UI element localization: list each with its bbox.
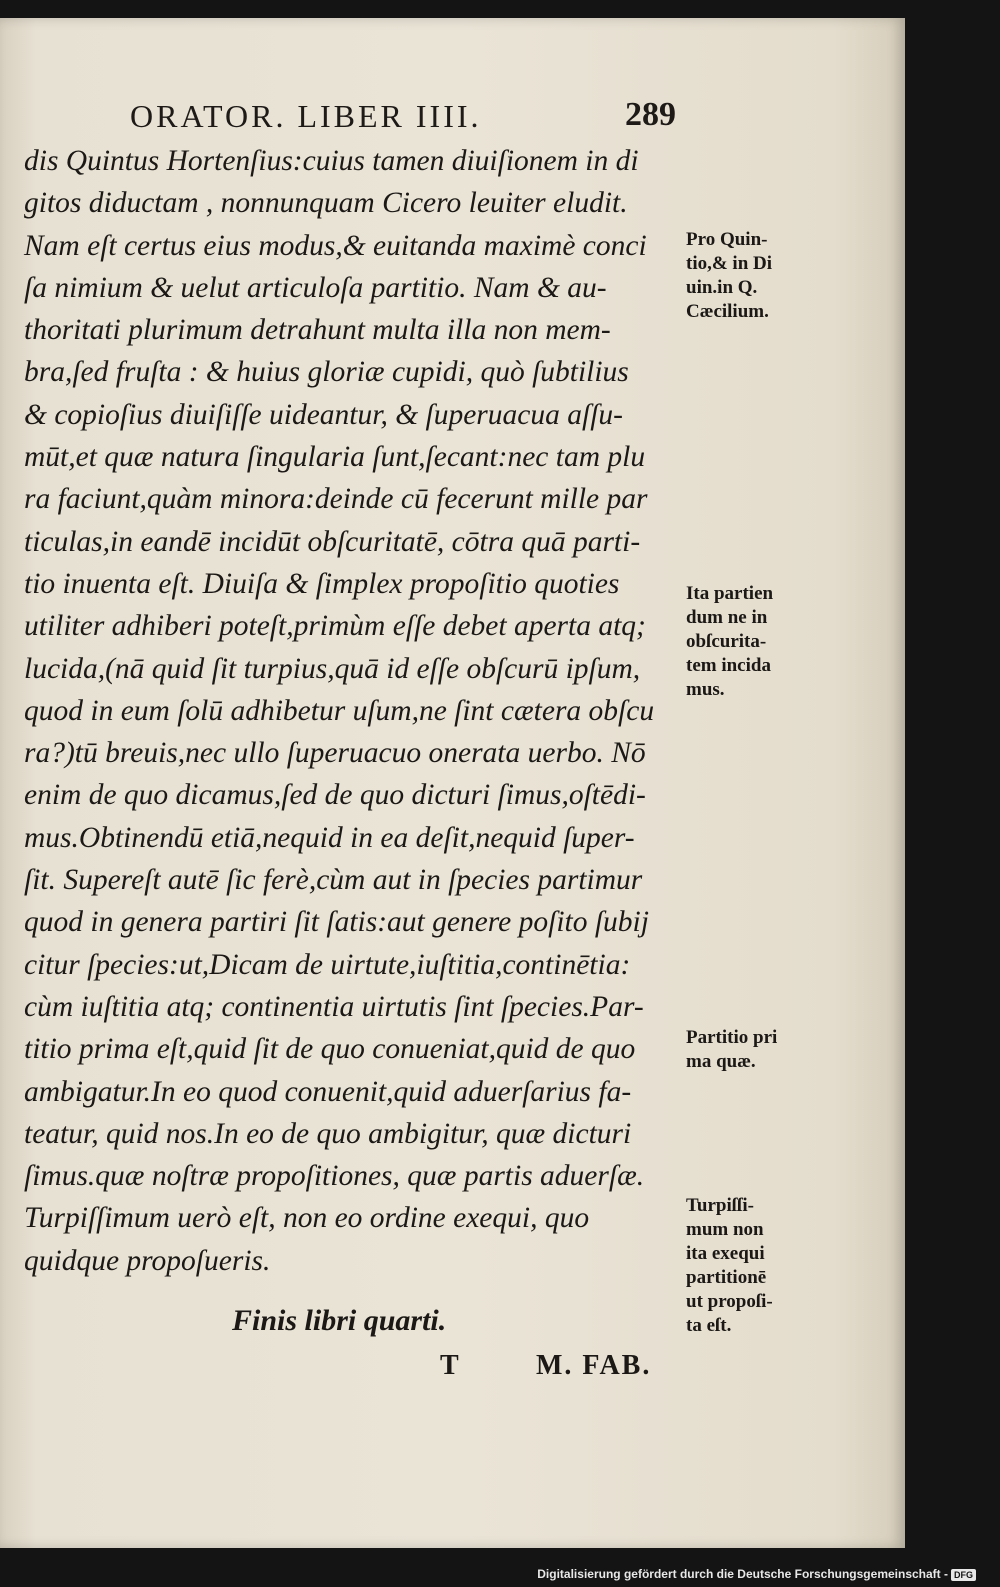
finis-line: Finis libri quarti.: [232, 1304, 447, 1337]
text-line: utiliter adhiberi poteſt,primùm eſſe debet aperta atq;: [24, 610, 646, 643]
text-line: ambigatur.In eo quod conuenit,quid aduerſarius fa-: [24, 1075, 632, 1108]
text-line: & copioſius diuiſiſſe uideantur, & ſuperuacua aſſu-: [24, 398, 623, 431]
text-line: mus.Obtinendū etiā,nequid in ea deſit,nequid ſuper-: [24, 821, 635, 854]
note-line: Ita partien: [686, 583, 774, 604]
note-line: mum non: [686, 1219, 764, 1240]
note-line: partitionē: [686, 1267, 767, 1288]
note-line: ma quæ.: [686, 1051, 756, 1072]
marginal-note-pro-quintio: [686, 228, 816, 324]
note-line: Turpiſſi-: [686, 1195, 754, 1216]
running-title: ORATOR. LIBER IIII.: [130, 98, 482, 134]
catchword: M. FAB.: [536, 1350, 652, 1381]
page-header: [130, 96, 690, 142]
text-line: Turpiſſimum uerò eſt, non eo ordine exequi, quo: [24, 1202, 590, 1235]
text-line: ſa nimium & uelut articuloſa partitio. Nam & au-: [24, 271, 607, 304]
text-line: citur ſpecies:ut,Dicam de uirtute,iuſtitia,continētia:: [24, 948, 631, 981]
note-line: Cæcilium.: [686, 301, 769, 322]
note-line: mus.: [686, 679, 725, 700]
note-line: Pro Quin-: [686, 229, 768, 250]
text-line: ſimus.quæ noſtræ propoſitiones, quæ partis aduerſæ.: [24, 1160, 645, 1193]
marginal-note-ita-partiendum: [686, 582, 816, 702]
text-line: tio inuenta eſt. Diuiſa & ſimplex propoſitio quoties: [24, 567, 620, 600]
text-line: mūt,et quæ natura ſingularia ſunt,ſecant:nec tam plu: [24, 441, 646, 474]
text-line: lucida,(nā quid ſit turpius,quā id eſſe obſcurū ipſum,: [24, 652, 641, 685]
note-line: obſcurita-: [686, 631, 767, 652]
text-line: titio prima eſt,quid ſit de quo conueniat,quid de quo: [24, 1033, 636, 1066]
note-line: ita exequi: [686, 1243, 765, 1264]
note-line: uin.in Q.: [686, 277, 758, 298]
text-line: ticulas,in eandē incidūt obſcuritatē, cōtra quā parti-: [24, 525, 641, 558]
note-line: ta eſt.: [686, 1315, 732, 1336]
note-line: tem incida: [686, 655, 771, 676]
note-line: tio,& in Di: [686, 253, 773, 274]
text-line: ra?)tū breuis,nec ullo ſuperuacuo onerata uerbo. Nō: [24, 737, 646, 770]
credit-text: Digitalisierung gefördert durch die Deutsche Forschungsgemeinschaft -: [537, 1567, 948, 1581]
text-line: thoritati plurimum detrahunt multa illa non mem-: [24, 314, 611, 347]
marginal-note-turpissimum: [686, 1194, 816, 1338]
text-line: ra faciunt,quàm minora:deinde cū fecerunt mille par: [24, 483, 648, 516]
text-line: enim de quo dicamus,ſed de quo dicturi ſimus,oſtēdi-: [24, 779, 646, 812]
page-number: 289: [625, 96, 676, 133]
text-line: ſit. Supereſt autē ſic ferè,cùm aut in ſpecies partimur: [24, 864, 643, 897]
text-line: teatur, quid nos.In eo de quo ambigitur, quæ dicturi: [24, 1117, 632, 1150]
note-line: Partitio pri: [686, 1027, 778, 1048]
digitization-credit: [537, 1567, 976, 1581]
note-line: dum ne in: [686, 607, 768, 628]
text-line: gitos diductam , nonnunquam Cicero leuiter eludit.: [24, 187, 628, 220]
text-line: quod in eum ſolū adhibetur uſum,ne ſint cætera obſcu: [24, 694, 655, 727]
note-line: ut propoſi-: [686, 1291, 773, 1312]
text-line: quod in genera partiri ſit ſatis:aut genere poſito ſubij: [24, 906, 649, 939]
text-line: Nam eſt certus eius modus,& euitanda maximè conci: [24, 229, 647, 262]
text-line: bra,ſed fruſta : & huius gloriæ cupidi, quò ſubtilius: [24, 356, 629, 389]
marginal-note-partitio-prima: [686, 1026, 816, 1074]
text-line: dis Quintus Hortenſius:cuius tamen diuiſionem in di: [24, 145, 639, 177]
text-line: quidque propoſueris.: [24, 1244, 271, 1277]
signature-mark: T: [440, 1350, 461, 1381]
dfg-logo: DFG: [951, 1569, 976, 1581]
text-line: cùm iuſtitia atq; continentia uirtutis ſint ſpecies.Par-: [24, 990, 644, 1023]
main-text-block: [24, 140, 690, 1282]
